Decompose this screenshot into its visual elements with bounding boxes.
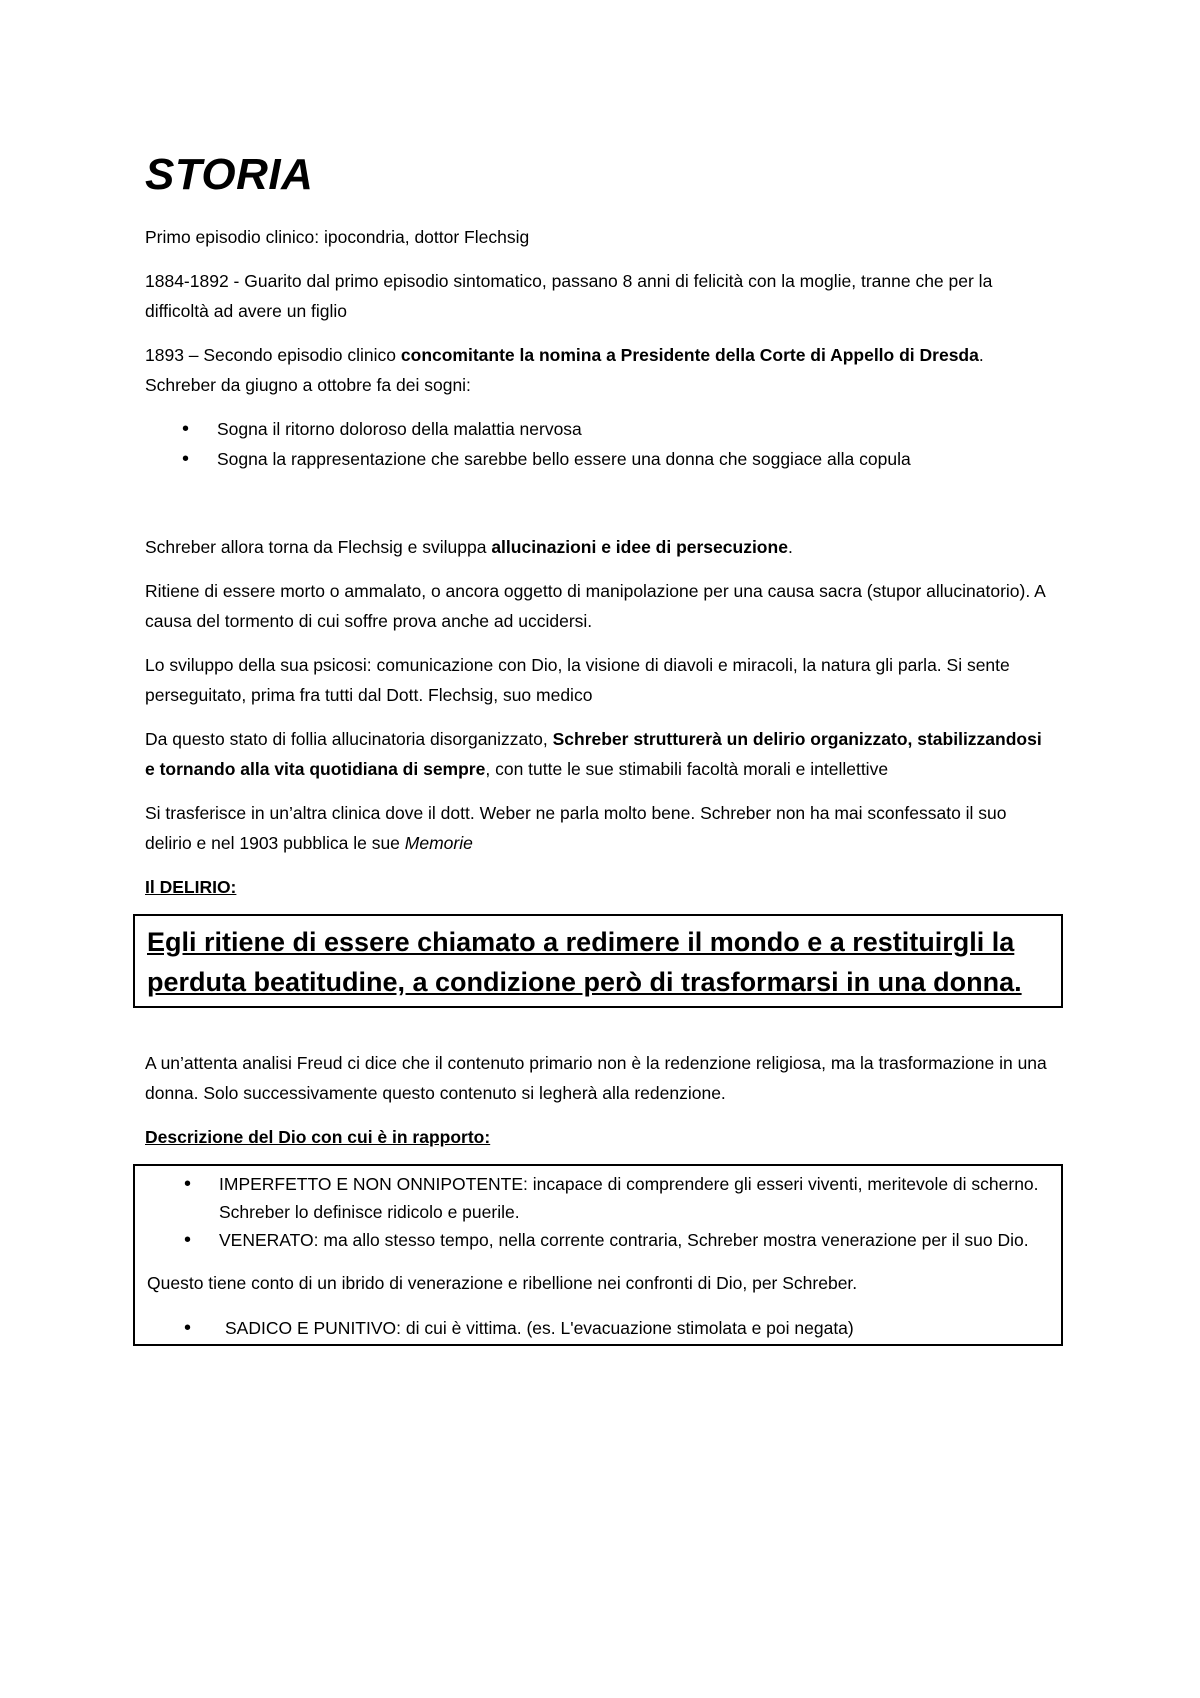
text-span: Da questo stato di follia allucinatoria disorganizzato, bbox=[145, 729, 553, 749]
paragraph-freud: A un’attenta analisi Freud ci dice che il contenuto primario non è la redenzione religiosa, ma la trasformazione in una donna. Solo successivamente questo contenuto si legherà alla redenzione. bbox=[145, 1053, 1047, 1103]
bold-span: allucinazioni e idee di persecuzione bbox=[491, 537, 788, 557]
document-page bbox=[145, 150, 1055, 1346]
delirio-heading: Il DELIRIO: bbox=[145, 877, 237, 897]
paragraph-flechsig bbox=[145, 532, 1055, 562]
bold-span: Schreber strutturerà un delirio organizzato, stabilizzandosi e tornando alla vita quotidiana di sempre bbox=[145, 729, 1042, 779]
text-span: Schreber allora torna da Flechsig e sviluppa bbox=[145, 537, 492, 557]
delirio-statement: Egli ritiene di essere chiamato a redimere il mondo e a restituirgli la perduta beatitudine, a condizione però di trasformarsi in una donna. bbox=[147, 927, 1022, 997]
sadico-list bbox=[147, 1314, 1049, 1342]
list-item: • Sogna il ritorno doloroso della malattia nervosa bbox=[145, 414, 1055, 444]
list-item: • IMPERFETTO E NON ONNIPOTENTE: incapace di comprendere gli esseri viventi, meritevole di scherno. Schreber lo definisce ridicolo e puerile. bbox=[147, 1170, 1049, 1226]
text-span: , con tutte le sue stimabili facoltà morali e intellettive bbox=[485, 759, 889, 779]
text-span: . bbox=[787, 537, 793, 557]
bold-span: concomitante la nomina a Presidente della Corte di Appello di Dresda bbox=[400, 345, 979, 365]
paragraph-ibrido: Questo tiene conto di un ibrido di venerazione e ribellione nei confronti di Dio, per Schreber. bbox=[147, 1273, 858, 1293]
paragraph-1884-1892: 1884-1892 - Guarito dal primo episodio sintomatico, passano 8 anni di felicità con la moglie, tranne che per la difficoltà ad avere un figlio bbox=[145, 271, 993, 321]
italic-span: Memorie bbox=[404, 833, 473, 853]
paragraph-follia bbox=[145, 724, 1055, 784]
dio-list bbox=[147, 1170, 1049, 1254]
spacer bbox=[145, 488, 1055, 532]
text-span: 1893 – Secondo episodio clinico bbox=[145, 345, 401, 365]
list-item: • VENERATO: ma allo stesso tempo, nella corrente contraria, Schreber mostra venerazione per il suo Dio. bbox=[147, 1226, 1049, 1254]
text-span: . Schreber da giugno a ottobre fa dei sogni: bbox=[145, 345, 984, 395]
delirio-box bbox=[133, 914, 1063, 1008]
paragraph-sviluppo: Lo sviluppo della sua psicosi: comunicazione con Dio, la visione di diavoli e miracoli, la natura gli parla. Si sente perseguitato, prima fra tutti dal Dott. Flechsig, suo medico bbox=[145, 655, 1010, 705]
page-title: STORIA bbox=[145, 150, 314, 199]
dio-box bbox=[133, 1164, 1063, 1346]
list-item: • Sogna la rappresentazione che sarebbe bello essere una donna che soggiace alla copula bbox=[145, 444, 1055, 474]
dio-heading: Descrizione del Dio con cui è in rapporto: bbox=[145, 1127, 491, 1147]
list-item: • SADICO E PUNITIVO: di cui è vittima. (es. L'evacuazione stimolata e poi negata) bbox=[147, 1314, 1049, 1342]
paragraph-primo-episodio: Primo episodio clinico: ipocondria, dottor Flechsig bbox=[145, 227, 530, 247]
dreams-list bbox=[145, 414, 1055, 474]
text-span: Si trasferisce in un’altra clinica dove il dott. Weber ne parla molto bene. Schreber non ha mai sconfessato il suo delirio e nel 1903 pubblica le sue bbox=[145, 803, 1007, 853]
paragraph-trasferisce bbox=[145, 798, 1055, 858]
paragraph-ritiene: Ritiene di essere morto o ammalato, o ancora oggetto di manipolazione per una causa sacra (stupor allucinatorio). A causa del tormento di cui soffre prova anche ad uccidersi. bbox=[145, 581, 1045, 631]
paragraph-1893 bbox=[145, 340, 1055, 400]
